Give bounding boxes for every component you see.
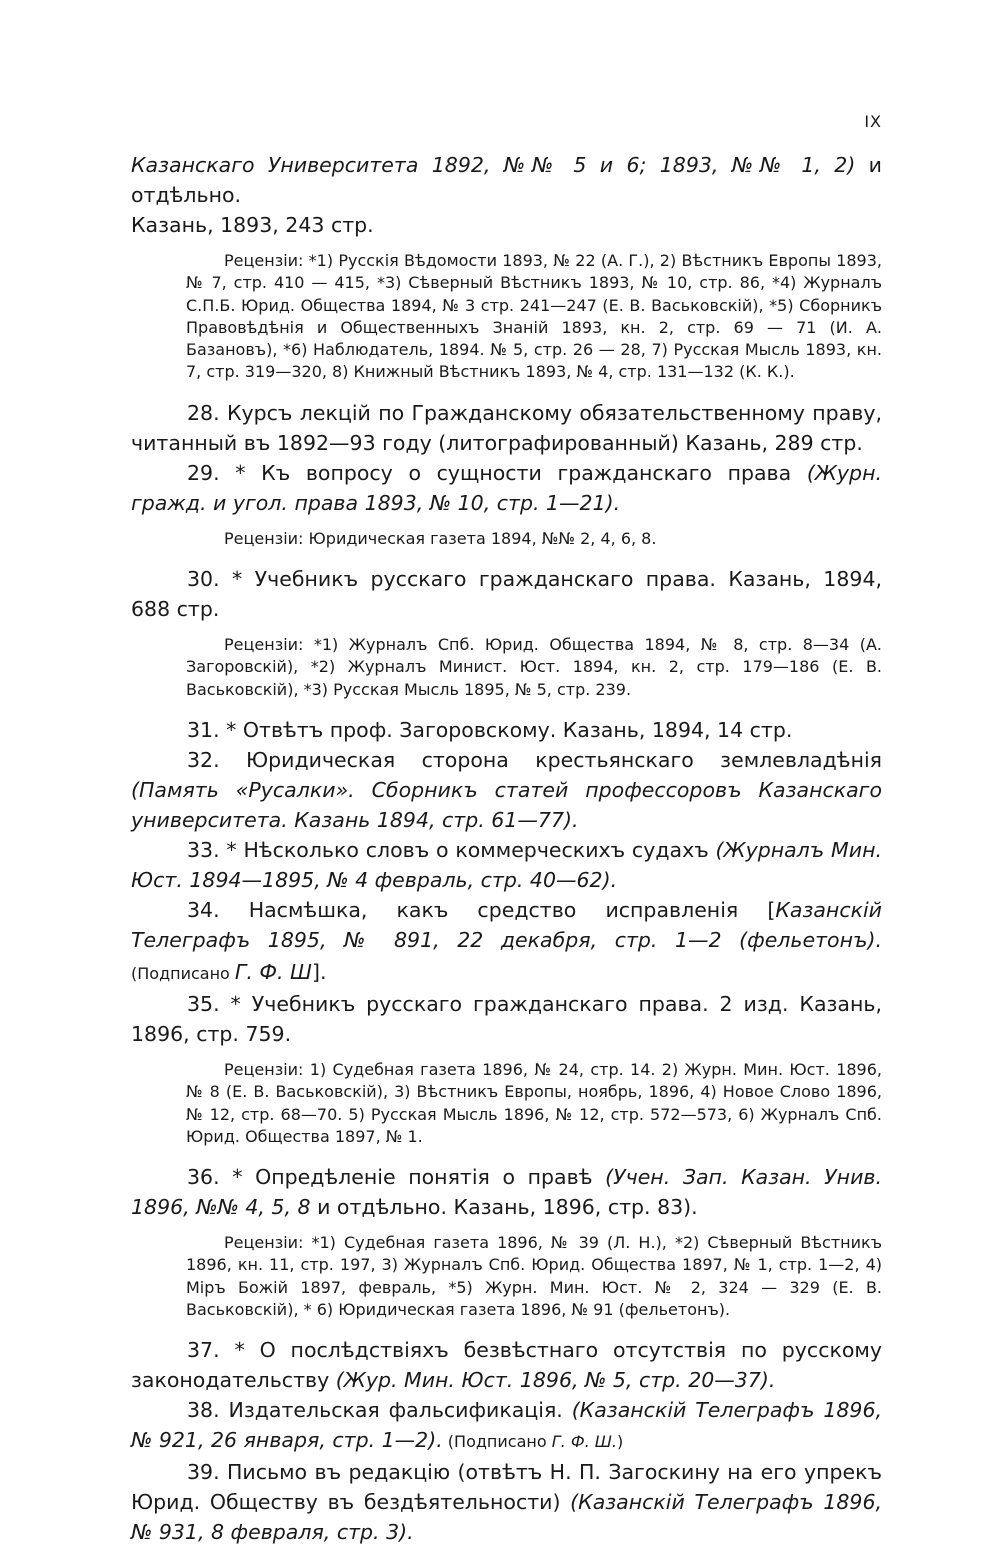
entry-33 <box>131 835 882 895</box>
entry-32-source: (Память «Русалки». Сборникъ статей профессоровъ Казанскаго университета. Казань 1894, стр. 61—77). <box>131 777 882 832</box>
bibliography-list <box>131 150 882 1547</box>
entry-38 <box>131 1395 882 1457</box>
entry-27-source: Казанскаго Университета 1892, №№ 5 и 6; 1893, №№ 1, 2) <box>131 153 856 177</box>
entry-34-initials: Г. Ф. Ш <box>234 959 312 984</box>
entry-27-imprint: Казань, 1893, 243 стр. <box>131 213 374 237</box>
entry-29-source: (Журн. гражд. и угол. права 1893, № 10, стр. 1—21). <box>131 460 882 515</box>
review-30: Рецензiи: *1) Журналъ Спб. Юрид. Общества 1894, № 8, стр. 8—34 (А. Загоровскiй), *2) Журналъ Минист. Юст. 1894, кн. 2, стр. 179—186 (Е. В. Васьковскiй), *3) Русская Мысль 1895, № 5, стр. 239. <box>186 635 882 699</box>
entry-38-title: 38. Издательская фальсификацiя. <box>187 1398 572 1423</box>
review-27: Рецензiи: *1) Русскiя Вѣдомости 1893, № 22 (А. Г.), 2) Вѣстникъ Европы 1893, № 7, стр. 410 — 415, *3) Сѣверный Вѣстникъ 1893, № 10, стр. 86, *4) Журналъ С.П.Б. Юрид. Общества 1894, № 3 стр. 241—247 (Е. В. Васьковскiй), *5) Сборникъ Правовѣдѣнiя и Общественныхъ Знанiй 1893, кн. 2, стр. 69 — 71 (И. А. Базановъ), *6) Наблюдатель, 1894. № 5, стр. 26 — 28, 7) Русская Мысль 1893, кн. 7, стр. 319—320, 8) Книжный Вѣстникъ 1893, № 4, стр. 131—132 (К. К.). <box>186 251 882 382</box>
entry-30: 30. * Учебникъ русскаго гражданскаго права. Казань, 1894, 688 стр. <box>131 567 882 622</box>
entry-39 <box>131 1457 882 1547</box>
entry-38-source: (Казанскiй Телеграфъ 1896, № 921, 26 января, стр. 1—2). <box>131 1398 883 1453</box>
review-36: Рецензiи: *1) Судебная газета 1896, № 39 (Л. Н.), *2) Сѣверный Вѣстникъ 1896, кн. 11, стр. 197, 3) Журналъ Спб. Юрид. Общества 1897, № 1, стр. 1—2, 4) Мiръ Божiй 1897, февраль, *5) Журн. Мин. Юст. № 2, 324 — 329 (Е. В. Васьковскiй), * 6) Юридическая газета 1896, № 91 (фельетонъ). <box>186 1233 882 1320</box>
entry-36 <box>131 1162 882 1222</box>
entry-34-title: 34. Насмѣшка, какъ средство исправленiя [ <box>187 897 776 922</box>
entry-38-signed: (Подписано <box>442 1432 552 1452</box>
entry-39-source: (Казанскiй Телеграфъ 1896, № 931, 8 февраля, стр. 3). <box>131 1490 882 1545</box>
review-35: Рецензiи: 1) Судебная газета 1896, № 24, стр. 14. 2) Журн. Мин. Юст. 1896, № 8 (Е. В. Васьковскiй), 3) Вѣстникъ Европы, ноябрь, 1896, 4) Новое Слово 1896, № 12, стр. 68—70. 5) Русская Мысль 1896, № 12, стр. 572—573, 6) Журналъ Спб. Юрид. Общества 1897, № 1. <box>186 1059 882 1146</box>
entry-33-source: (Журналъ Мин. Юст. 1894—1895, № 4 февраль, стр. 40—62). <box>131 837 882 892</box>
entry-38-initials: Г. Ф. Ш. <box>551 1432 617 1452</box>
entry-29 <box>131 458 882 518</box>
entry-33-title: 33. * Нѣсколько словъ о коммерческихъ судахъ <box>187 837 716 862</box>
entry-37 <box>131 1335 882 1395</box>
entry-37-title: 37. * О послѣдствiяхъ безвѣстнаго отсутствiя по русскому законодательству <box>131 1338 882 1393</box>
entry-36-source: (Учен. Зап. Казан. Унив. 1896, №№ 4, 5, 8 <box>131 1165 883 1220</box>
entry-37-source: (Жур. Мин. Юст. 1896, № 5, стр. 20—37). <box>335 1368 776 1393</box>
entry-35: 35. * Учебникъ русскаго гражданскаго права. 2 изд. Казань, 1896, стр. 759. <box>131 991 882 1046</box>
entry-32 <box>131 745 882 835</box>
entry-27-separately: и отдѣльно. <box>131 153 883 207</box>
entry-38-close: ) <box>616 1432 624 1452</box>
entry-34 <box>131 895 882 989</box>
entry-32-title: 32. Юридическая сторона крестьянскаго землевладѣнiя <box>187 747 882 772</box>
entry-36-imprint: и отдѣльно. Казань, 1896, стр. 83). <box>310 1195 698 1220</box>
entry-27-continuation <box>131 150 882 240</box>
entry-34-close: ]. <box>311 959 327 984</box>
entry-31: 31. * Отвѣтъ проф. Загоровскому. Казань, 1894, 14 стр. <box>187 717 793 742</box>
entry-34-source: Казанскiй Телеграфъ 1895, № 891, 22 декабря, стр. 1—2 (фельетонъ). <box>131 897 882 952</box>
review-29: Рецензiи: Юридическая газета 1894, №№ 2, 4, 6, 8. <box>224 528 657 548</box>
page-number: IX <box>864 112 882 131</box>
entry-36-title: 36. * Опредѣленiе понятiя о правѣ <box>187 1165 606 1190</box>
entry-29-title: 29. * Къ вопросу о сущности гражданскаго права <box>187 460 807 485</box>
entry-39-title: 39. Письмо въ редакцiю (отвѣтъ Н. П. Загоскину на его упрекъ Юрид. Обществу въ бездѣятельности) <box>131 1460 882 1515</box>
entry-28: 28. Курсъ лекцiй по Гражданскому обязательственному праву, читанный въ 1892—93 году (литографированный) Казань, 289 стр. <box>131 400 882 455</box>
entry-34-signed: (Подписано <box>131 963 235 983</box>
